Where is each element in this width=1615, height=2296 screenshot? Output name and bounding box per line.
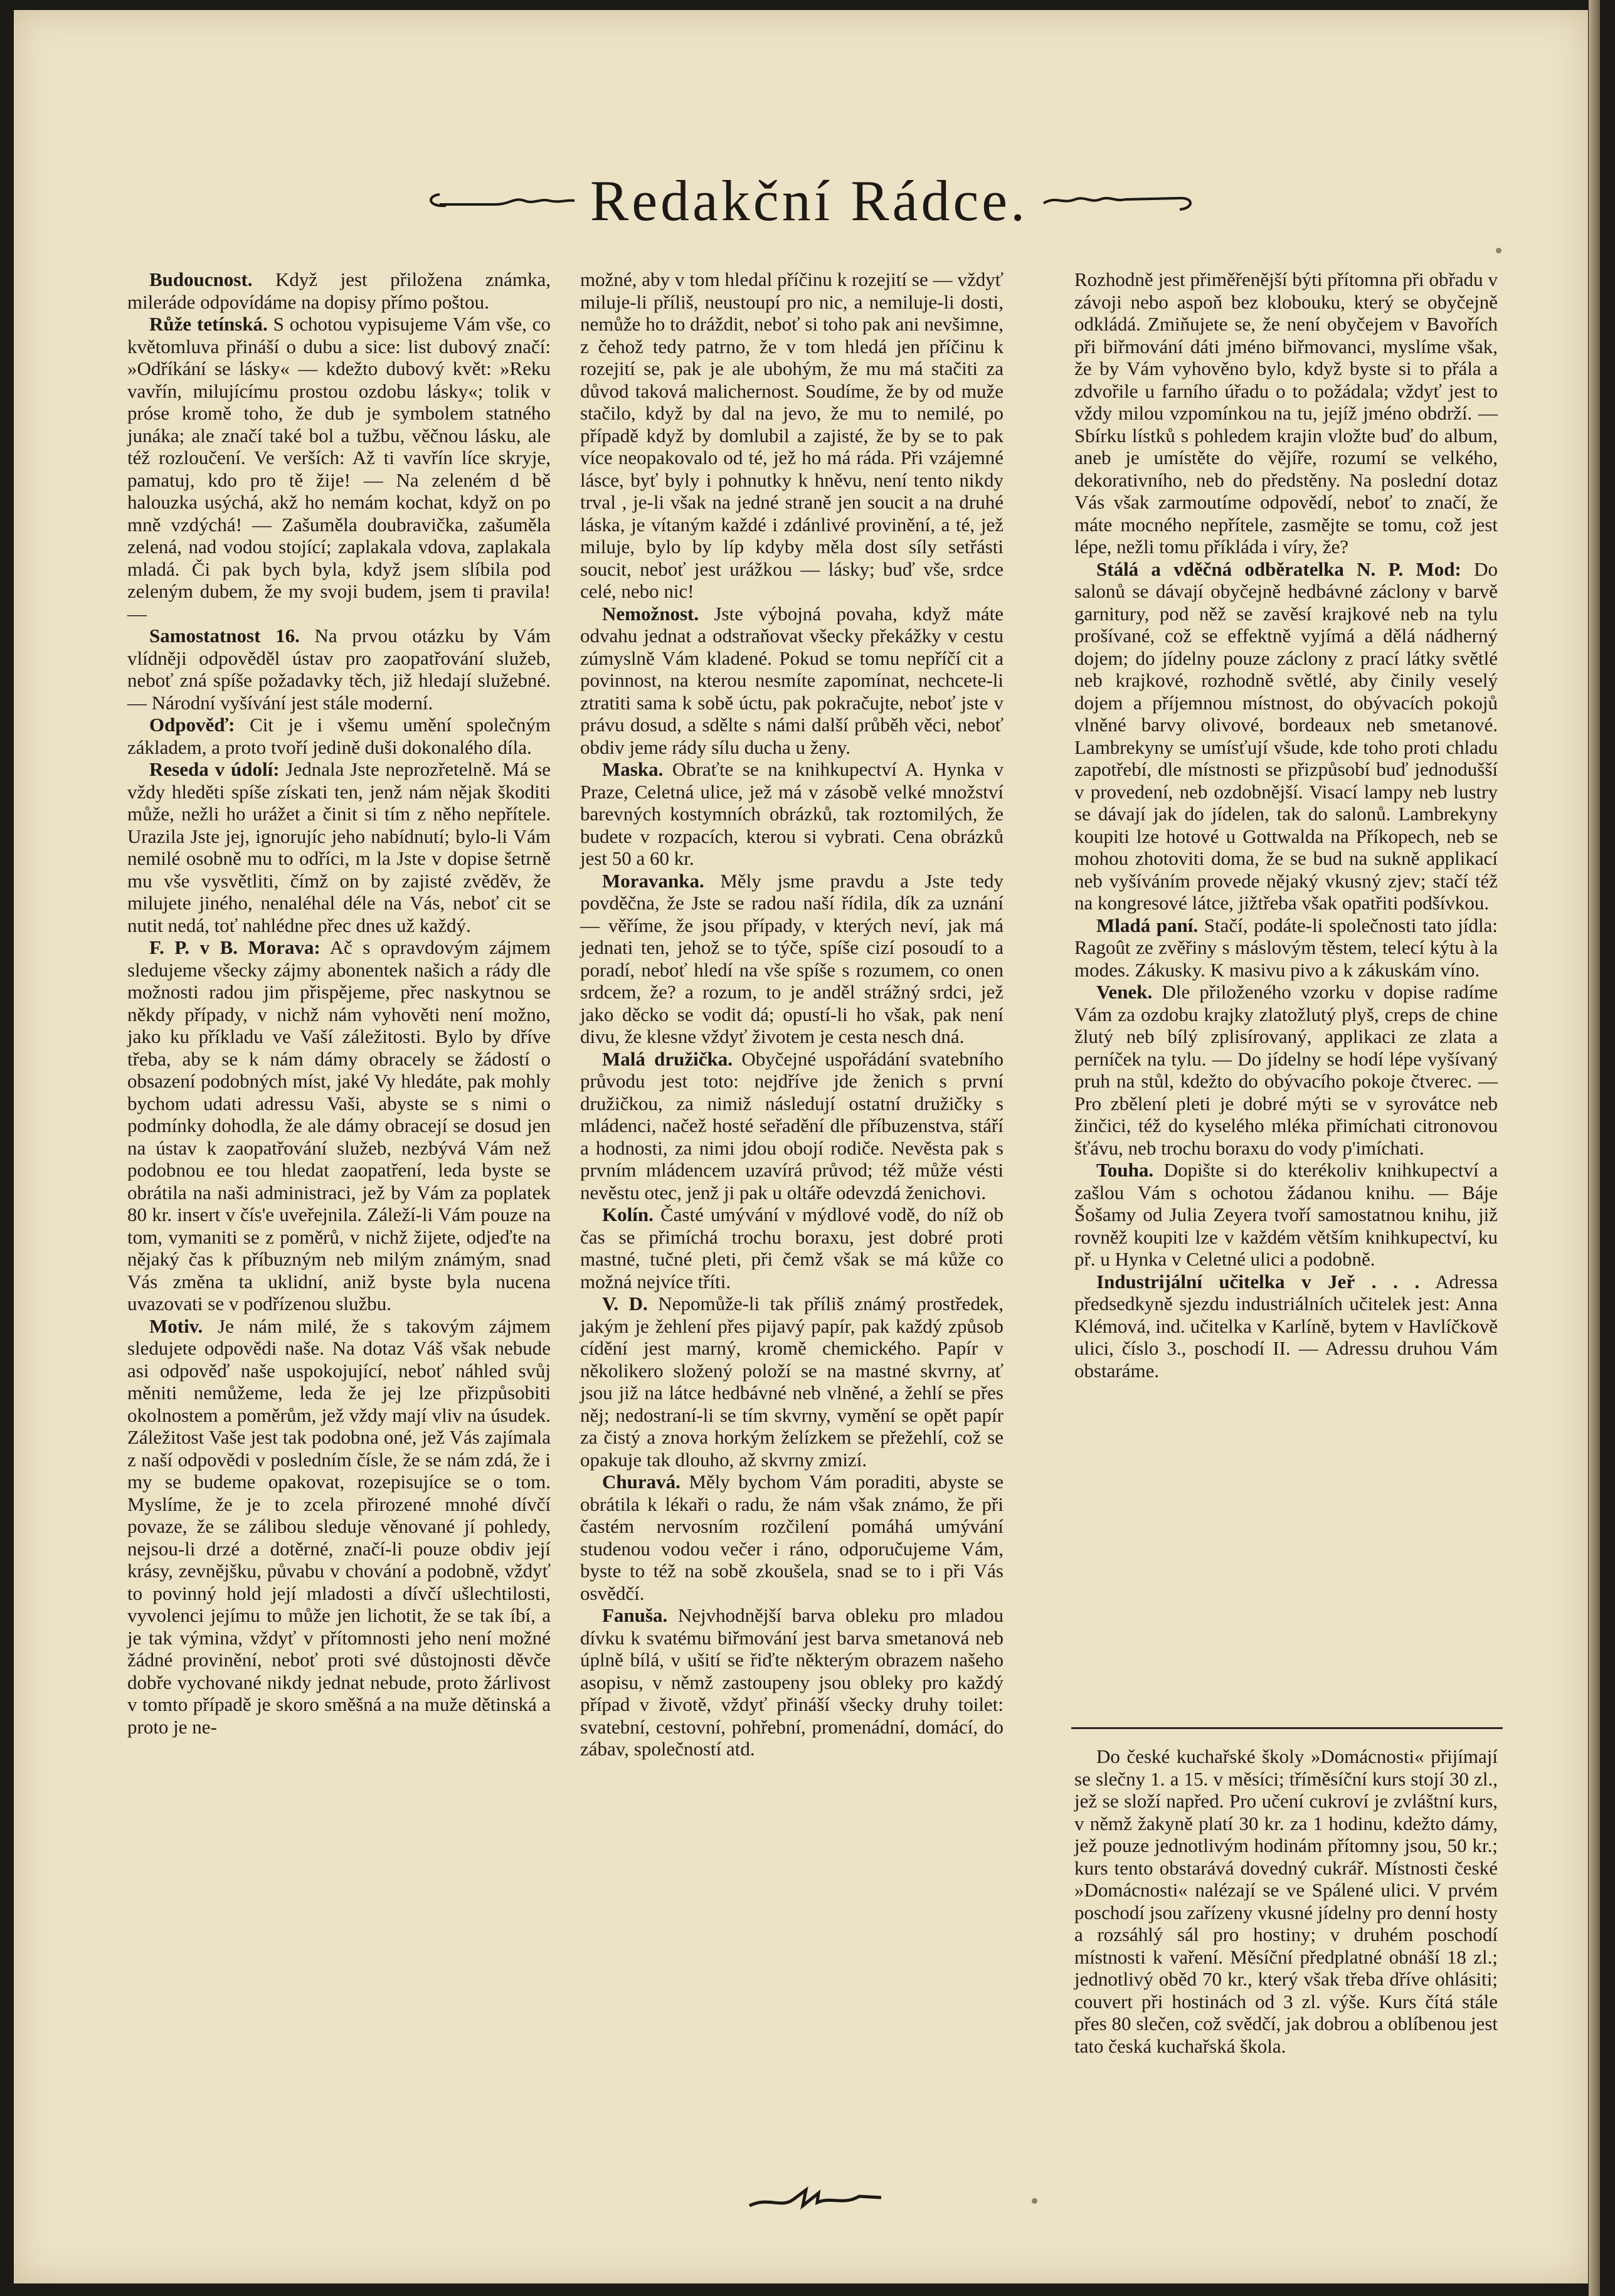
reply-addressee: Budoucnost. [149, 268, 253, 290]
reply-addressee: Moravanka. [602, 869, 704, 892]
reply-entry [580, 268, 1003, 603]
reply-addressee: Industrijální učitelka v Jeř . . . [1096, 1270, 1420, 1293]
right-flourish-ornament [1040, 182, 1197, 220]
reply-text: Dle přiloženého vzorku v dopise radíme Vám za ozdobu krajky zlatožlutý plyš, creps de chine žlutý neb bílý zplisírovaný, applikaci ze zlata a perníček na tylu. — Do jídelny se hodí lépe vyšívaný pruh na stůl, kdežto do obývacího pokoje čtverec. — Pro zbělení pleti je dobré mýti se v syrovátce neb žinčici, též do kyselého mléka přimíchati citronovou šťávu, neb trochu boraxu do vody p'imíchati. [1074, 981, 1498, 1159]
reply-entry [127, 936, 551, 1315]
reply-entry [1074, 558, 1498, 914]
reply-addressee: Odpověď: [149, 714, 235, 736]
reply-addressee: Samostatnost 16. [149, 625, 300, 647]
reply-entry [127, 625, 551, 714]
reply-addressee: Růže tetínská. [149, 313, 268, 335]
reply-text: Když jest přiložena známka, mileráde odpovídáme na dopisy přímo poštou. [127, 268, 551, 313]
reply-addressee: Mladá paní. [1096, 914, 1199, 936]
notice-text: Do české kuchařské školy »Domácnosti« přijímají se slečny 1. a 15. v měsíci; tříměsíční kurs stojí 30 zl., jež se složí napřed. Pro učení cukroví je zvláštní kurs, v němž žakyně platí 30 kr. za 1 hodinu, kdežto dámy, jež pouze jednotlivým hodinám přítomny jsou, 50 kr.; kurs tento obstarává dovedný cukrář. Místnosti české »Domácnosti« nalézají se ve Spálené ulici. V prvém poschodí jsou zařízeny vkusné jídelny pro denní hosty a rozsáhlý sál pro hostiny; v druhém poschodí místnosti k vaření. Měsíční předplatné obnáší 18 zl.; jednotlivý oběd 70 kr., který však třeba dříve ohlásiti; couvert při hostinách od 3 zl. výše. Kurs čítá stále přes 80 slečen, což svědčí, jak dobrou a oblíbenou jest tato česká kuchařská škola. [1074, 1745, 1498, 2057]
reply-addressee: Churavá. [602, 1471, 680, 1493]
reply-entry [580, 1604, 1003, 1760]
reply-entry [127, 714, 551, 758]
reply-entry [127, 268, 551, 313]
reply-text: Na prvou otázku by Vám vlídněji odpověděl ústav pro zaopatřování služeb, neboť zná spíše požadavky těch, již hledají služebné. — Národní vyšívání jest stále moderní. [127, 625, 551, 714]
footer-ornament [743, 2177, 887, 2215]
reply-text: Cit je i všemu umění společným základem, a proto tvoří jedině duši dokonalého díla. [127, 714, 551, 758]
reply-entry [580, 758, 1003, 870]
reply-text: Nepomůže-li tak příliš známý prostředek, jakým je žehlení přes pijavý papír, pak každý způsob cídění jest marný, kromě chemického. Papír v několikero složený položí se na mastné skvrny, ať jsou již na látce hedbávné neb vlněné, a žehlí se přes něj; nedostraní-li se tím skvrny, vymění se opět papír za čistý a znova horkým želízkem se přežehlí, což se opakuje tak dlouho, až skvrny zmizí. [580, 1293, 1003, 1471]
reply-addressee: Fanuša. [602, 1604, 668, 1626]
reply-text: Jednala Jste neprozřetelně. Má se vždy hleděti spíše získati ten, jenž nám nějak škoditi může, nežli ho urážet a činit si tím z něho nepřítele. Urazila Jste jej, ignorujíc jeho nabídnutí; bylo-li Vám nemilé osobně mu to odříci, m la Jste v dopise šetrně mu vše vysvětliti, čímž on by zajisté zvěděv, že milujete jiného, nenaléhal déle na Vás, neboť cit se nutit nedá, toť nahlédne přec dnes už každý. [127, 758, 551, 936]
reply-entry [580, 1471, 1003, 1604]
reply-addressee: Venek. [1096, 981, 1153, 1003]
reply-entry [1074, 914, 1498, 981]
reply-entry [1074, 1159, 1498, 1271]
left-flourish-ornament [421, 182, 578, 220]
reply-addressee: Nemožnost. [602, 602, 699, 625]
reply-text: Ač s opravdovým zájmem sledujeme všecky zájmy abonentek našich a rády dle možnosti radou jim přispějeme, přec naskytnou se někdy případy, v nichž nám vyhověti není možno, jako ku příkladu ve Vaší záležitosti. Bylo by dříve třeba, aby se k nám dámy obracely se žádostí o obsazení podobných míst, jaké Vy hledáte, pak mohly bychom udati adressu Vaši, abyste se s nimi o podmínky dohodla, že ale dámy obracejí se dosud jen na ústav k zaopatřování služeb, nezbývá Vám než podobnou ee tou hledat zaopatření, leda byste se obrátila na naši administraci, jež by Vám za poplatek 80 kr. insert v čís'e uveřejnila. Záleží-li Vám pouze na tom, vymaniti se z poměrů, v nichž žijete, odjeďte na nějaký čas k příbuzným neb milým známým, snad Vás změna ta uklidní, aniž byste byla nucena uvazovati se v podřízenou službu. [127, 936, 551, 1315]
reply-text: Časté umývání v mýdlové vodě, do níž ob čas se přimíchá trochu boraxu, jest dobré proti mastné, tučné pleti, při čemž však se má kůže co možná nejvíce tříti. [580, 1204, 1003, 1293]
reply-text: Rozhodně jest přiměřenější býti přítomna při obřadu v závoji nebo aspoň bez klobouku, který se obyčejně odkládá. Zmiňujete se, že není obyčejem v Bavořích při biřmování dáti jméno biřmovanci, myslíme však, že by Vám vyhověno bylo, když byste si to přála a zdvořile u farního úřadu o to požádala; vždyť jest to vždy milou vzpomínkou na tu, jejíž jméno obdrží. — Sbírku lístků s pohledem krajin vložte buď do album, aneb je umístěte do vějíře, rozumí se velkého, dekorativního, neb do předstěny. Na poslední dotaz Vás však zarmoutíme odpovědí, neboť to značí, že máte mocného nepřítele, zasmějte se tomu, což jest lépe, nežli tomu příkláda i víry, že? [1074, 268, 1498, 558]
reply-entry [1074, 981, 1498, 1159]
reply-addressee: Reseda v údolí: [149, 758, 280, 780]
reply-text: S ochotou vypisujeme Vám vše, co květomluva přináší o dubu a sice: list dubový značí: »Odříkání se lásky« — kdežto dubový květ: »Reku vavřín, milujícímu prostou ozdobu lásky«; tolik v próse kromě toho, že dub je symbolem statného junáka; ale značí také bol a tužbu, věčnou lásku, ale též rozloučení. Ve verších: Až ti vavřín líce skryje, pamatuj, kdo pro tě žije! — Na zeleném d bě halouzka usýchá, akž ho nemám kochat, když on po mně vzdýchá! — Zašuměla doubravička, zašuměla zelená, nad vodou stojící; zaplakala vdova, zaplakala mladá. Či pak bych byla, když jsem slíbila pod zeleným dubem, že my svoji budem, jsem ti pravila! — [127, 313, 551, 625]
reply-text: Nejvhodnější barva obleku pro mladou dívku k svatému biřmování jest barva smetanová neb úplně bílá, v ušití se řiďte některým obrazem našeho asopisu, v němž zastoupeny jsou obleky pro každý případ v životě, vždyť přináší všecky druhy toilet: svatební, cestovní, pohřební, promenádní, domácí, do zábav, společností atd. [580, 1604, 1003, 1760]
reply-entry [580, 1204, 1003, 1293]
notice-divider [1071, 1727, 1503, 1729]
reply-entry [580, 1293, 1003, 1471]
reply-entry [127, 758, 551, 936]
reply-text: Měly jsme pravdu a Jste tedy povděčna, že Jste se radou naší řídila, dík za uznání — věříme, že jsou případy, v kterých neví, jak má jednati ten, jehož se to týče, spíše cizí posoudí to a poradí, neboť hledí na vše spíše s rozumem, co onen srdcem, že? a rozum, to je anděl strážný srdci, jež jako děcko se vodit dá; opustí-li ho však, pak není divu, že klesne vždyť životem je cesta nesch dná. [580, 869, 1003, 1047]
reply-addressee: F. P. v B. Morava: [149, 936, 320, 958]
reply-entry [580, 1048, 1003, 1204]
reply-entry [127, 1315, 551, 1738]
column-middle [580, 268, 1003, 2150]
reply-text: Jste výbojná povaha, když máte odvahu jednat a odstraňovat všecky překážky v cestu zúmyslně Vám kladené. Pokud se tomu nepříčí cit a povinnost, na kterou nesmíte zapomínat, nechcete-li ztratiti sama k sobě úctu, pak pokračujte, neboť jste v právu dosud, a sdělte s námi další průběh věci, neboť obdiv jeme rády sílu ducha u ženy. [580, 602, 1003, 758]
reply-addressee: Stálá a vděčná odběratelka N. P. Mod: [1096, 558, 1461, 580]
column-right [1074, 268, 1498, 1382]
reply-entry [1074, 268, 1498, 558]
reply-text: Dopište si do kterékoliv knihkupectví a zašlou Vám s ochotou žádanou knihu. — Báje Šošamy od Julia Zeyera tvoří samostatnou knihu, již rovněž koupiti lze v každém větším knihkupectví, ku př. u Hynka v Celetné ulici a podobně. [1074, 1159, 1498, 1270]
reply-text: Do salonů se dávají obyčejně hedbávné záclony v barvě garnitury, pod něž se zavěsí krajkové neb na tylu prošívané, což se effektně vyjímá a dělá nádherný dojem; do jídelny pouze záclony z prací látky světlé neb krajkové, rozhodně světlé, aby činily veselý dojem a příjemnou místnost, do obývacích pokojů vlněné barvy olivové, bordeaux neb smetanové. Lambrekyny se umísťují všude, kde toho proti chladu zapotřebí, dle místnosti se přizpůsobí buď jednodušší v provedení, neb ozdobnější. Visací lampy neb lustry se dávají jak do jídelen, tak do salonů. Lambrekyny koupiti lze hotové u Gottwalda na Příkopech, neb se mohou zhotoviti doma, že se bud na sukně applikací neb vyšíváním provede nějaký vkusný zjev; stačí též na kongresové látce, jižtřeba však opatřiti podšívkou. [1074, 558, 1498, 914]
reply-addressee: Kolín. [602, 1204, 654, 1225]
reply-addressee: Malá družička. [602, 1047, 733, 1070]
binding-edge [1589, 0, 1600, 2296]
print-speck [1496, 248, 1501, 253]
reply-entry [127, 313, 551, 625]
reply-text: možné, aby v tom hledal příčinu k rozejití se — vždyť miluje-li příliš, neustoupí pro nic, a nemiluje-li dosti, nemůže ho to dráždit, neboť si toho pak ani nevšimne, z čehož tedy patrno, že v tom hledá jen příčinu k rozejití se, pak je ale ubohým, že mu má stačiti za důvod taková malichernost. Soudíme, že by od muže stačilo, když by dal na jevo, že mu to nemilé, po případě když by domlubil a zajisté, že by se to pak více neopakovalo od té, jež ho má ráda. Při vzájemné lásce, byť byly i pohnutky k hněvu, není tento nikdy trval , je-li však na jedné straně jen soucit a na druhé láska, je vítaným každé i zdánlivé provinění, a té, jež miluje, bylo by líp kdyby měla dost síly setřásti soucit, neboť jest urážkou — lásky; buď vše, srdce celé, nebo nic! [580, 268, 1003, 602]
masthead [326, 160, 1292, 241]
reply-text: Měly bychom Vám poraditi, abyste se obrátila k lékaři o radu, že nám však známo, že při častém nervosním rozčilení pomáhá umývání studenou vodou večer i ráno, odporučujeme Vám, byste to též na sobě zkoušela, snad se to i při Vás osvědčí. [580, 1471, 1003, 1604]
cooking-school-notice [1074, 1745, 1498, 2057]
reply-addressee: Touha. [1096, 1159, 1154, 1181]
print-speck [1032, 2198, 1037, 2204]
reply-entry [580, 603, 1003, 759]
page-title: Redakční Rádce. [590, 169, 1029, 233]
reply-entry [580, 870, 1003, 1048]
reply-entry [1074, 1271, 1498, 1382]
reply-addressee: Motiv. [149, 1315, 203, 1337]
reply-text: Stačí, podáte-li společnosti tato jídla: Ragoût ze zvěřiny s máslovým těstem, telecí kýtu à la modes. Zákusky. K masivu pivo a k zákuskám víno. [1074, 914, 1498, 981]
column-left [127, 268, 551, 1738]
reply-text: Je nám milé, že s takovým zájmem sledujete odpovědi naše. Na dotaz Váš však nebude asi odpověď naše uspokojující, neboť náhled svůj měniti nemůžeme, leda že jej lze přizpůsobiti okolnostem a poměrům, jež vždy mají vliv na úsudek. Záležitost Vaše jest tak podobna oné, jež Vás zajímala z naší odpovědi v posledním čísle, že se nám zdá, že i my se budeme opakovat, rozepisujíce se o tom. Myslíme, že je to zcela přirozené mnohé dívčí povaze, že se zálibou sleduje věnované jí pohledy, nejsou-li drzé a dotěrné, značí-li pouze obdiv její krásy, zevnějšku, půvabu v chování a podobně, vždyť to povinný hold její mladosti a dívčí ušlechtilosti, vyvolenci jejímu to může jen lichotit, že se tak íbí, a je tak výmina, vždyť v přítomnosti jeho není možné žádné provinění, neboť proti své důstojnosti děvče dobře vychované nikdy jednat nebude, proto žárlivost v tomto případě je skoro směšná a na muže dětinská a proto je ne- [127, 1315, 551, 1738]
reply-text: Obraťte se na knihkupectví A. Hynka v Praze, Celetná ulice, jež má v zásobě velké množství barevných kostymních obrázků, tak roztomilých, že budete v rozpacích, kterou si vybrati. Cena obrázků jest 50 a 60 kr. [580, 758, 1003, 869]
reply-addressee: Maska. [602, 758, 664, 780]
reply-text: Obyčejné uspořádání svatebního průvodu jest toto: nejdříve jde ženich s první družičkou, za nimiž následují ostatní družičky s mládenci, načež hosté seřadění dle příbuzenstva, stáří a hodnosti, za nimi jdou obojí rodiče. Nevěsta pak s prvním mládencem uzavírá průvod; též může vésti nevěstu otec, jenž ji pak u oltáře odevzdá ženichovi. [580, 1047, 1003, 1204]
reply-text: Adressa předsedkyně sjezdu industriálních učitelek jest: Anna Klémová, ind. učitelka v Karlíně, bytem v Havlíčkově ulici, číslo 3., poschodí II. — Adressu druhou Vám obstaráme. [1074, 1270, 1498, 1382]
reply-addressee: V. D. [602, 1293, 648, 1315]
